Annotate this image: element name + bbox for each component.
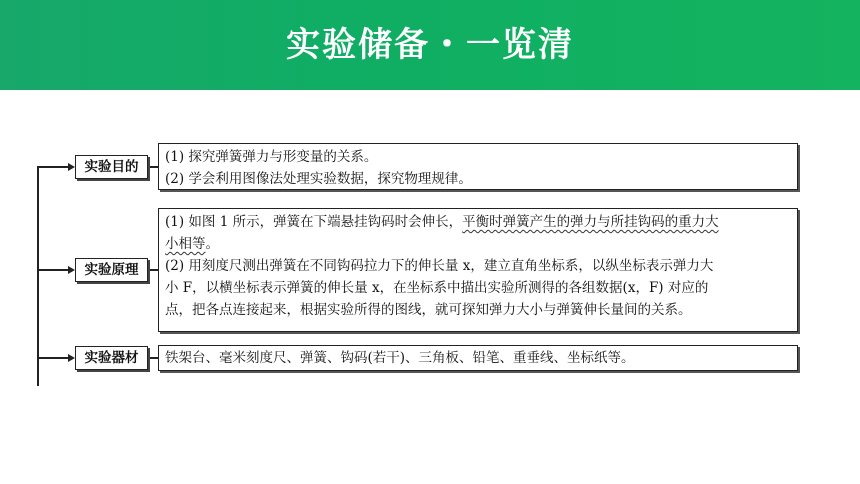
purpose-line: (2) 学会利用图像法处理实验数据，探究物理规律。 — [165, 171, 472, 187]
principle-emphasis: 平衡时弹簧产生的弹力与所挂钩码的重力大 — [462, 214, 719, 230]
branch-line-principle — [37, 269, 69, 271]
purpose-line: (1) 探究弹簧弹力与形变量的关系。 — [165, 149, 378, 165]
arrow-icon — [68, 354, 75, 362]
branch-line-equipment — [37, 357, 69, 359]
principle-text: (1) 如图 1 所示，弹簧在下端悬挂钩码时会伸长， — [165, 214, 463, 230]
principle-line: 点，把各点连接起来，根据实验所得的图线，就可探知弹力大小与弹簧伸长量间的关系。 — [165, 302, 692, 318]
equipment-line: 铁架台、毫米刻度尺、弹簧、钩码(若干)、三角板、铅笔、重垂线、坐标纸等。 — [165, 350, 635, 366]
purpose-content-box — [158, 143, 798, 190]
principle-content-box — [158, 208, 798, 332]
label-principle: 实验原理 — [75, 258, 148, 282]
branch-line-purpose — [37, 166, 69, 168]
principle-line — [165, 233, 791, 255]
connector-line — [150, 269, 158, 271]
tree-trunk-line — [37, 166, 39, 386]
label-equipment: 实验器材 — [75, 346, 148, 370]
principle-line: 小 F，以横坐标表示弹簧的伸长量 x，在坐标系中描出实验所测得的各组数据(x，F) 对应的 — [165, 280, 709, 296]
page-title: 实验储备・一览清 — [286, 25, 574, 65]
connector-line — [150, 357, 158, 359]
label-purpose: 实验目的 — [75, 155, 148, 179]
arrow-icon — [68, 266, 75, 274]
equipment-content-box — [158, 345, 798, 371]
arrow-icon — [68, 163, 75, 171]
principle-line — [165, 211, 791, 233]
principle-emphasis: 小相等 — [165, 236, 206, 252]
connector-line — [150, 166, 158, 168]
principle-text: 。 — [205, 236, 219, 252]
principle-line: (2) 用刻度尺测出弹簧在不同钩码拉力下的伸长量 x，建立直角坐标系，以纵坐标表示弹力大 — [165, 258, 714, 274]
